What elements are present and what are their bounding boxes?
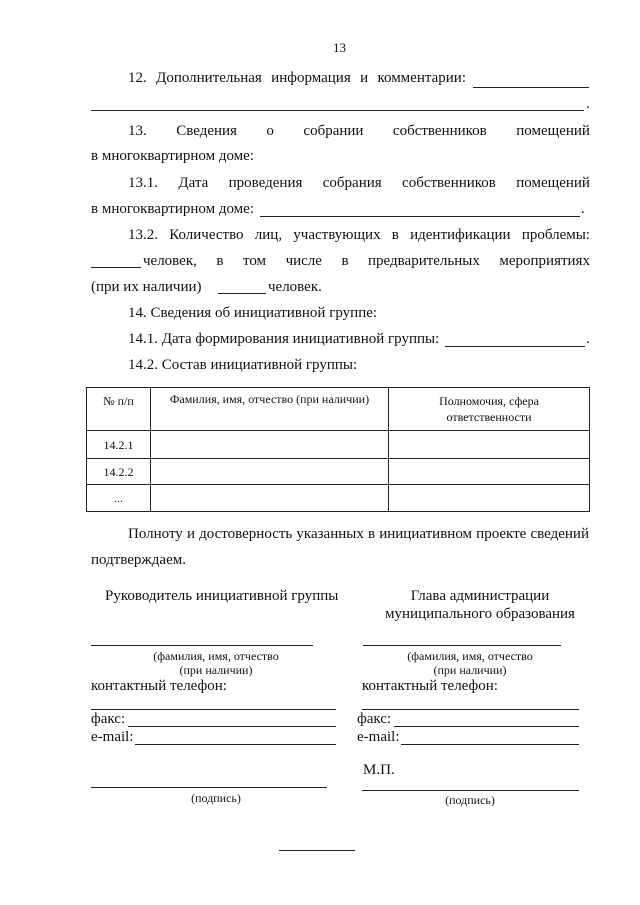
head-title-1: Глава администрации xyxy=(410,588,550,604)
row-number: 14.2.1 xyxy=(87,431,151,459)
leader-fio-line[interactable] xyxy=(91,645,313,646)
table-row xyxy=(87,485,590,512)
leader-email-line[interactable] xyxy=(135,744,336,745)
leader-fio-caption-1: (фамилия, имя, отчество xyxy=(153,649,279,663)
head-signature-line[interactable] xyxy=(362,790,579,791)
row-authority-cell[interactable] xyxy=(389,431,590,459)
table-header-row xyxy=(87,388,590,431)
head-signature-caption: (подпись) xyxy=(445,793,495,807)
header-number: № п/п xyxy=(87,388,151,431)
row-number: ... xyxy=(87,485,151,512)
item-13-1-label: 13.1. Дата проведения собрания собственников помещений xyxy=(128,175,590,191)
group-date-blank xyxy=(445,346,585,347)
leader-fax-label: факс: xyxy=(91,711,126,727)
period: . xyxy=(586,96,590,112)
item-13-1-line2: в многоквартирном доме: xyxy=(91,201,254,217)
header-authority: Полномочия, сфера ответственности xyxy=(389,388,590,431)
row-authority-cell[interactable] xyxy=(389,485,590,512)
head-fio-caption-1: (фамилия, имя, отчество xyxy=(407,649,533,663)
item-12-blank-line-2 xyxy=(91,110,584,111)
confirmation-text: Полноту и достоверность указанных в инициативном проекте сведений xyxy=(128,526,589,542)
item-14-2-label: 14.2. Состав инициативной группы: xyxy=(128,357,358,373)
leader-fax-line[interactable] xyxy=(128,726,336,727)
item-12-blank-line-1 xyxy=(473,87,589,88)
row-number: 14.2.2 xyxy=(87,459,151,485)
group-leader-title: Руководитель инициативной группы xyxy=(105,588,339,604)
row-fio-cell[interactable] xyxy=(151,459,389,485)
row-fio-cell[interactable] xyxy=(151,485,389,512)
preliminary-count-blank xyxy=(218,293,266,294)
item-14-1-label: 14.1. Дата формирования инициативной группы: xyxy=(128,331,440,347)
item-14-label: 14. Сведения об инициативной группе: xyxy=(128,305,378,321)
end-rule xyxy=(279,850,355,851)
item-13-2-line3-suffix: человек. xyxy=(268,279,322,295)
item-12-label: 12. Дополнительная информация и комментарии: xyxy=(128,70,466,86)
head-fax-line[interactable] xyxy=(394,726,579,727)
row-fio-cell[interactable] xyxy=(151,431,389,459)
head-fax-label: факс: xyxy=(357,711,392,727)
period: . xyxy=(586,331,590,347)
confirmation-line2: подтверждаем. xyxy=(91,552,186,568)
head-phone-label: контактный телефон: xyxy=(362,678,498,694)
leader-email-label: e-mail: xyxy=(91,729,134,745)
row-authority-cell[interactable] xyxy=(389,459,590,485)
head-email-line[interactable] xyxy=(401,744,579,745)
item-13-2-line3-prefix: (при их наличии) xyxy=(91,279,202,295)
header-fio: Фамилия, имя, отчество (при наличии) xyxy=(151,388,389,431)
page-number: 13 xyxy=(333,40,346,55)
period: . xyxy=(581,201,585,217)
group-members-table xyxy=(86,387,590,512)
participants-count-blank xyxy=(91,267,141,268)
item-13-line2: в многоквартирном доме: xyxy=(91,148,254,164)
leader-signature-line[interactable] xyxy=(91,787,327,788)
stamp-label: М.П. xyxy=(363,762,395,778)
head-fio-line[interactable] xyxy=(363,645,561,646)
leader-signature-caption: (подпись) xyxy=(191,791,241,805)
meeting-date-blank xyxy=(260,216,580,217)
leader-phone-label: контактный телефон: xyxy=(91,678,227,694)
head-title-2: муниципального образования xyxy=(385,606,575,622)
item-13-2-line2: человек, в том числе в предварительных мероприятиях xyxy=(143,253,590,269)
leader-fio-caption-2: (при наличии) xyxy=(179,663,253,677)
item-13-label: 13. Сведения о собрании собственников помещений xyxy=(128,123,590,139)
head-email-label: e-mail: xyxy=(357,729,400,745)
table-row xyxy=(87,431,590,459)
table-row xyxy=(87,459,590,485)
head-fio-caption-2: (при наличии) xyxy=(433,663,507,677)
item-13-2-label: 13.2. Количество лиц, участвующих в идентификации проблемы: xyxy=(128,227,590,243)
leader-phone-line[interactable] xyxy=(91,709,336,710)
head-phone-line[interactable] xyxy=(362,709,579,710)
